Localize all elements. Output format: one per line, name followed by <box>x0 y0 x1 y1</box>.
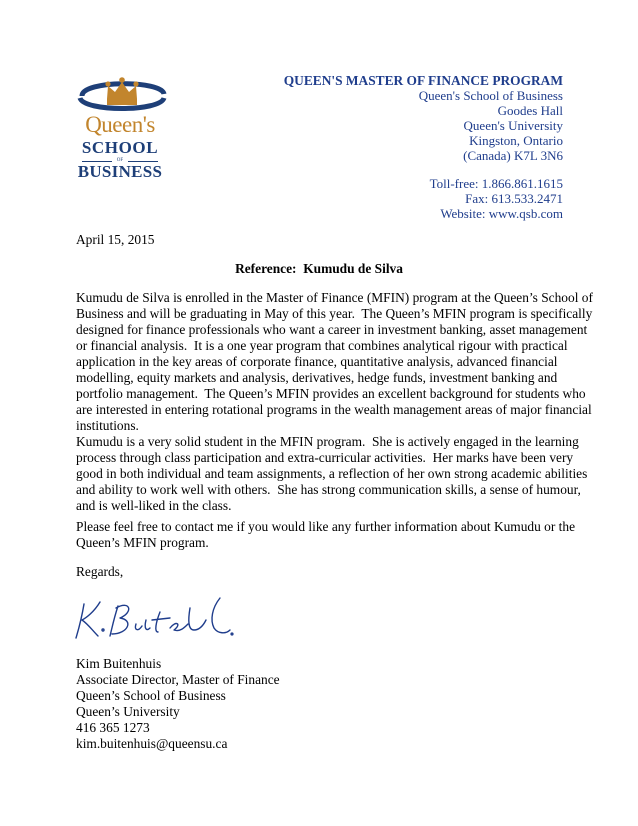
logo-school-text: SCHOOL <box>81 138 159 157</box>
text-line: portfolio management. The Queen’s MFIN provides an excellent background for students who <box>76 386 586 401</box>
school-logo <box>70 72 170 182</box>
paragraph-1 <box>76 290 593 434</box>
toll-free-line: Toll-free: 1.866.861.1615 <box>429 176 563 191</box>
text-line: Please feel free to contact me if you would like any further information about Kumudu or the <box>76 519 576 534</box>
letterhead-address <box>284 73 563 163</box>
signer-university: Queen’s University <box>76 704 180 719</box>
signer-block <box>76 656 280 752</box>
text-line: Business and will be graduating in May of this year. The Queen’s MFIN program is specifically <box>76 306 593 321</box>
text-line: application in the key areas of corporate finance, quantitative analysis, advanced financial <box>76 354 558 369</box>
text-line: Queen’s MFIN program. <box>76 535 209 550</box>
text-line: Kumudu de Silva is enrolled in the Master of Finance (MFIN) program at the Queen’s School of <box>76 290 593 305</box>
paragraph-3 <box>76 519 575 551</box>
logo-of-text: OF <box>116 158 124 163</box>
reference-line: Reference: Kumudu de Silva <box>235 261 403 276</box>
text-line: or financial analysis. It is a one year program that combines analytical rigour with practical <box>76 338 568 353</box>
letterhead-contact <box>430 176 563 221</box>
handwritten-signature-icon <box>70 590 240 650</box>
logo-business-text: BUSINESS <box>77 162 163 181</box>
paragraph-2 <box>76 434 587 514</box>
address-line: (Canada) K7L 3N6 <box>463 148 563 163</box>
text-line: good in both individual and team assignments, a reflection of her own strong academic abilities <box>76 466 588 481</box>
text-line: Kumudu is a very solid student in the MFIN program. She is actively engaged in the learning <box>76 434 579 449</box>
address-line: Goodes Hall <box>497 103 563 118</box>
program-name: QUEEN'S MASTER OF FINANCE PROGRAM <box>283 73 563 88</box>
text-line: modelling, equity markets and analysis, derivatives, hedge funds, investment banking and <box>76 370 558 385</box>
signer-name: Kim Buitenhuis <box>76 656 162 671</box>
text-line: process through class participation and extra-curricular activities. Her marks have been very <box>76 450 574 465</box>
text-line: and ability to work well with others. She has strong communication skills, a sense of humour, <box>76 482 581 497</box>
logo-queens-text: Queen's <box>85 112 155 137</box>
text-line: institutions. <box>76 418 139 433</box>
signer-email: kim.buitenhuis@queensu.ca <box>76 736 228 751</box>
address-line: Queen's School of Business <box>418 88 563 103</box>
letter-date: April 15, 2015 <box>76 232 155 247</box>
signer-school: Queen’s School of Business <box>76 688 226 703</box>
website-line: Website: www.qsb.com <box>440 206 563 221</box>
text-line: are interested in entering rotational programs in the wealth management areas of major financial <box>76 402 592 417</box>
closing: Regards, <box>76 564 124 579</box>
address-line: Kingston, Ontario <box>469 133 563 148</box>
text-line: designed for finance professionals who want a career in investment banking, asset management <box>76 322 588 337</box>
signer-phone: 416 365 1273 <box>76 720 150 735</box>
crown-swoosh-icon <box>74 72 170 116</box>
fax-line: Fax: 613.533.2471 <box>465 191 563 206</box>
text-line: and is well-liked in the class. <box>76 498 232 513</box>
signer-title: Associate Director, Master of Finance <box>76 672 280 687</box>
address-line: Queen's University <box>463 118 563 133</box>
